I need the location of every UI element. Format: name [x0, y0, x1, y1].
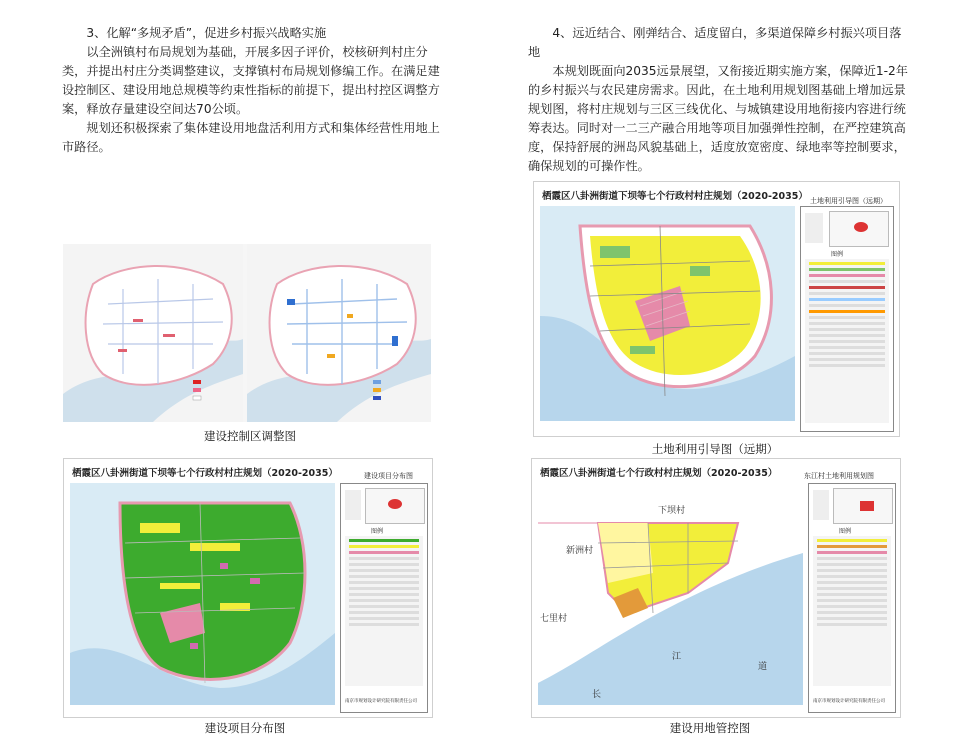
figure-land-use-guide [533, 181, 900, 437]
fig4-subtitle: 东江村土地利用规划图 [804, 472, 874, 480]
fig3-subtitle: 建设项目分布图 [364, 472, 413, 480]
fig2-side-panel [800, 206, 894, 432]
fig4-compass-icon [813, 490, 829, 520]
figure-land-control [531, 458, 901, 718]
caption-fig3: 建设项目分布图 [204, 721, 286, 735]
fig3-legend [345, 536, 423, 686]
fig4-legend [813, 536, 891, 686]
control-zone-map-left [63, 244, 243, 422]
place-label-chang: 长 [592, 690, 602, 700]
fig2-locator-map [829, 211, 889, 247]
left-text-block [62, 24, 442, 157]
figure-project-distribution [63, 458, 433, 718]
right-text-block [528, 24, 908, 176]
left-heading: 3、化解“多规矛盾”，促进乡村振兴战略实施 [86, 26, 327, 40]
figure-construction-control-maps [63, 244, 431, 422]
fig4-footer: 南京市规划设计研究院有限责任公司 [813, 699, 885, 704]
fig2-map [540, 206, 795, 421]
fig4-locator-map [833, 488, 893, 524]
place-label-qili: 七里村 [540, 614, 568, 624]
fig2-legend-title: 图例 [831, 251, 844, 258]
place-label-xinzhou: 新洲村 [566, 546, 594, 556]
fig2-compass-icon [805, 213, 823, 243]
right-heading: 4、远近结合、刚弹结合、适度留白，多渠道保障乡村振兴项目落地 [528, 26, 902, 59]
fig3-legend-title: 图例 [371, 528, 384, 535]
right-paragraph-1: 本规划既面向2035远景展望，又衔接近期实施方案，保障近1-2年的乡村振兴与农民建房需求。因此，在土地利用规划图基础上增加远景规划图，将村庄规划与三区三线优化、与城镇建设用地衔接内容进行统筹表达。同时对一二三产融合用地等项目加强弹性控制，在严控建筑高度，保持舒展的洲岛风貌基础上，适度放宽密度、绿地率等控制要求，确保规划的可操作性。 [528, 64, 908, 173]
left-paragraph-1: 以全洲镇村布局规划为基础，开展多因子评价，校核研判村庄分类，并提出村庄分类调整建议，支撑镇村布局规划修编工作。在满足建设控制区、建设用地总规模等约束性指标的前提下，提出村控区调整方案，释放存量建设空间达70公顷。 [62, 45, 440, 116]
fig4-title: 栖霞区八卦洲街道七个行政村村庄规划（2020-2035） [540, 468, 778, 479]
control-zone-map-right [247, 244, 431, 422]
left-paragraph-2: 规划还积极探索了集体建设用地盘活利用方式和集体经营性用地上市路径。 [62, 121, 440, 154]
fig2-subtitle: 土地利用引导图（远期） [810, 197, 887, 205]
fig3-compass-icon [345, 490, 361, 520]
fig2-legend [805, 259, 889, 423]
fig3-map [70, 483, 335, 705]
fig4-side-panel [808, 483, 896, 713]
fig3-title: 栖霞区八卦洲街道下坝等七个行政村村庄规划（2020-2035） [72, 468, 338, 479]
place-label-xiaba: 下坝村 [658, 506, 686, 516]
fig4-legend-title: 图例 [839, 528, 852, 535]
fig2-title: 栖霞区八卦洲街道下坝等七个行政村村庄规划（2020-2035） [542, 191, 808, 202]
caption-fig2: 土地利用引导图（远期） [651, 442, 779, 456]
fig3-side-panel [340, 483, 428, 713]
fig3-locator-map [365, 488, 425, 524]
caption-fig4: 建设用地管控图 [669, 721, 751, 735]
caption-fig1: 建设控制区调整图 [204, 429, 296, 443]
fig3-footer: 南京市规划设计研究院有限责任公司 [345, 699, 417, 704]
place-label-jiang: 江 [672, 652, 682, 662]
place-label-dao: 道 [758, 662, 768, 672]
